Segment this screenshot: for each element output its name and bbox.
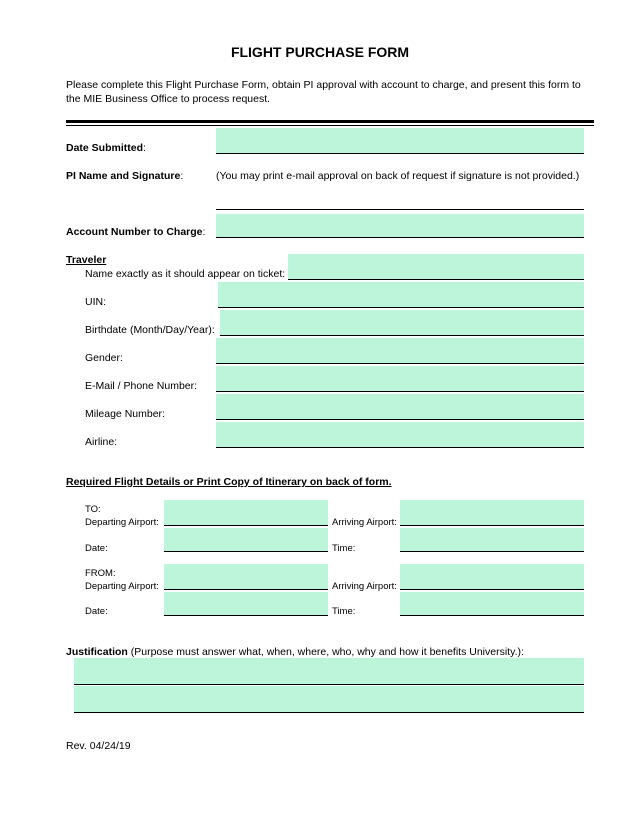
airline-field[interactable] <box>216 422 584 448</box>
from-arriving-label: Arriving Airport: <box>332 581 397 592</box>
uin-field[interactable] <box>218 282 584 308</box>
from-date-label: Date: <box>85 606 108 617</box>
account-field[interactable] <box>216 214 584 238</box>
to-departing-label: Departing Airport: <box>85 517 159 528</box>
page-title: FLIGHT PURCHASE FORM <box>230 44 410 60</box>
justification-field-line-1[interactable] <box>74 658 584 685</box>
birthdate-label: Birthdate (Month/Day/Year): <box>85 324 215 336</box>
from-arriving-field[interactable] <box>400 564 584 590</box>
justification-label: Justification (Purpose must answer what, when, where, who, why and how it benefits University.): <box>66 646 524 658</box>
pi-name-note: (You may print e-mail approval on back of request if signature is not provided.) <box>216 170 580 182</box>
to-arriving-field[interactable] <box>400 500 584 526</box>
date-submitted-label: Date Submitted: <box>66 142 146 154</box>
pi-name-label: PI Name and Signature: <box>66 170 184 182</box>
revision-label: Rev. 04/24/19 <box>66 740 131 752</box>
to-time-label: Time: <box>332 543 356 554</box>
to-arriving-label: Arriving Airport: <box>332 517 397 528</box>
divider-thick <box>66 120 594 123</box>
from-time-field[interactable] <box>400 592 584 616</box>
email-phone-label: E-Mail / Phone Number: <box>85 380 198 392</box>
to-label: TO: <box>85 504 101 515</box>
from-time-label: Time: <box>332 606 356 617</box>
from-label: FROM: <box>85 568 116 579</box>
traveler-name-field[interactable] <box>288 254 584 280</box>
gender-label: Gender: <box>85 352 123 364</box>
mileage-label: Mileage Number: <box>85 408 165 420</box>
to-date-field[interactable] <box>164 528 328 552</box>
birthdate-field[interactable] <box>220 310 584 336</box>
email-phone-field[interactable] <box>216 366 584 392</box>
mileage-field[interactable] <box>216 394 584 420</box>
flight-details-heading: Required Flight Details or Print Copy of Itinerary on back of form. <box>66 476 392 488</box>
pi-signature-line[interactable] <box>216 208 584 210</box>
traveler-name-label: Name exactly as it should appear on ticket: <box>85 268 286 280</box>
from-departing-field[interactable] <box>164 564 328 590</box>
date-submitted-field[interactable] <box>216 128 584 154</box>
uin-label: UIN: <box>85 296 106 308</box>
gender-field[interactable] <box>216 338 584 364</box>
divider-thin <box>66 125 594 126</box>
justification-field-line-2[interactable] <box>74 686 584 713</box>
from-departing-label: Departing Airport: <box>85 581 159 592</box>
to-departing-field[interactable] <box>164 500 328 526</box>
airline-label: Airline: <box>85 436 118 448</box>
from-date-field[interactable] <box>164 592 328 616</box>
account-label: Account Number to Charge: <box>66 226 206 238</box>
to-date-label: Date: <box>85 543 108 554</box>
intro-text: Please complete this Flight Purchase Form, obtain PI approval with account to charge, and present this form to the MIE Business Office to process request. <box>66 79 581 105</box>
to-time-field[interactable] <box>400 528 584 552</box>
traveler-heading: Traveler <box>66 254 107 266</box>
